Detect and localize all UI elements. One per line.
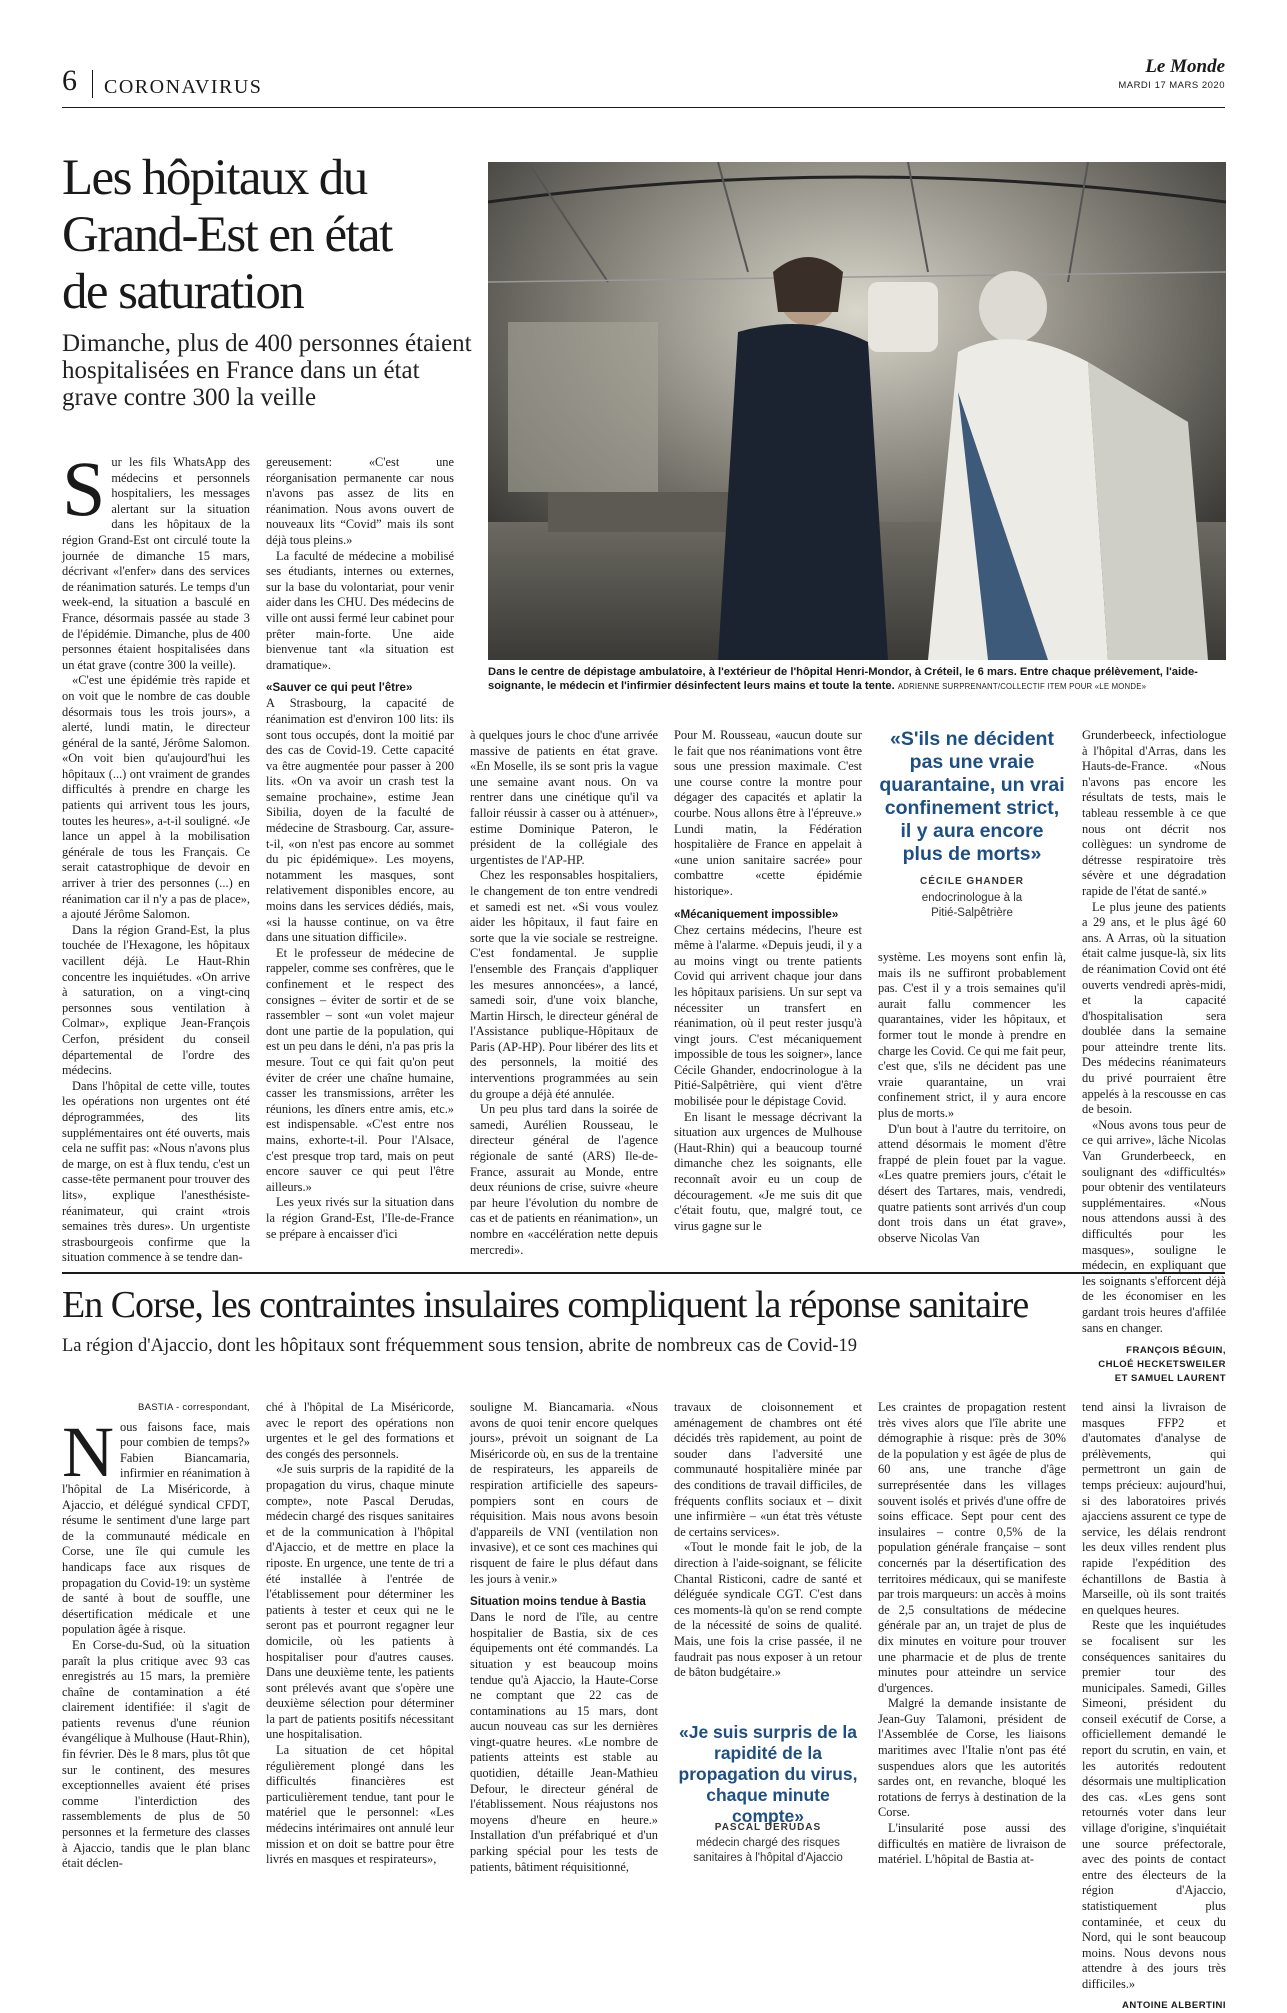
article1-column-5 (878, 950, 1066, 1246)
paragraph: Pour M. Rousseau, «aucun doute sur le fait que nos réanimations vont être sous une pression maximale. C'est une course contre la montre pour dégager des capacités et aplatir la courbe. Nous allons être à l'épreuve.» Lundi matin, la Fédération hospitalière de France en appelait à «une union sanitaire sacrée» pour combattre «cette épidémie historique». (674, 728, 862, 898)
paragraph: «Je suis surpris de la rapidité de la propagation du virus, chaque minute compte», note Pascal Derudas, médecin chargé des risques sanitaires et de la communication à l'hôpital d'Ajaccio, et de mettre en place la riposte. En urgence, une tente de tri a été installée à l'entrée de l'établissement pour déterminer les patients à tester et ceux qui ne le seront pas et pourront regagner leur domicile, où les patients à hospitaliser pour d'autres causes. Dans une deuxième tente, les patients sont prélevés avant que s'opère une deuxième sélection pour déterminer la part de patients positifs nécessitant une hospitalisation. (266, 1462, 454, 1742)
pullquote-name: PASCAL DERUDAS (714, 1822, 822, 1833)
header-divider (92, 70, 93, 98)
dropcap: N (62, 1411, 114, 1492)
page-number: 6 (62, 64, 77, 97)
headline-line: Grand-Est en état (62, 207, 392, 263)
author-line: FRANÇOIS BÉGUIN, (1126, 1345, 1226, 1357)
paragraph: Reste que les inquiétudes se focalisent sur les conséquences sanitaires du premier tour des municipales. Samedi, Gilles Simeoni, président du conseil exécutif de Corse, a officiellement demandé le report du scrutin, en vain, et les autorités redoutent désormais une multiplication des cas. «Les gens sont retournés voter dans leur village d'origine, s'inquiétait une source préfectorale, avec des points de contact entre des électeurs de la région d'Ajaccio, statistiquement plus contaminée, et ceux du Nord, qui le sont beaucoup moins. Nous devons nous attendre à des jours très difficiles.» (1082, 1618, 1226, 1991)
paragraph: D'un bout à l'autre du territoire, on attend désormais le moment d'être frappé de plein fouet par la vague. «Les quatre premiers jours, c'était le désert des Tartares, mais, vendredi, quatre patients sont arrivés d'un coup dont trois dans un état grave», observe Nicolas Van (878, 1121, 1066, 1245)
article1-headline (62, 150, 482, 321)
article1-column-2 (266, 455, 454, 1242)
headline-line: de saturation (62, 264, 304, 320)
section-label: CORONAVIRUS (104, 76, 263, 98)
author-line: CHLOÉ HECKETSWEILER (1098, 1359, 1226, 1371)
article2-column-5 (878, 1400, 1066, 1868)
paragraph: Chez certains médecins, l'heure est même à l'alarme. «Depuis jeudi, il y a au moins vingt ou trente patients Covid qui arrivent chaque jour dans les hôpitaux parisiens. Un sur sept va nécessiter un transfert en réanimation, où il peut rester jusqu'à vingt jours. C'est mécaniquement impossible de tous les soigner», lance Cécile Ghander, endocrinologue à la Pitié-Salpêtrière, qui vient d'être mobilisée pour le dépistage Covid. (674, 922, 862, 1109)
paragraph: Les craintes de propagation restent très vives alors que l'île abrite une démographie à risque: près de 30% de la population y est âgée de plus de 60 ans, une tranche d'âge surreprésentée dans les villages souvent isolés et privés d'une offre de soins efficace. Sept pour cent des insulaires – contre 0,5% de la population générale française – sont concernés par la désertification des territoires médicaux, qui se manifeste par trois marqueurs: un accès à moins de 2,5 consultations de médecine générale par an, un trajet de plus de dix minutes en voiture pour trouver une pharmacie et de plus de trente minutes pour atteindre un service d'urgences. (878, 1400, 1066, 1695)
photo-caption (488, 665, 1226, 694)
paragraph: gereusement: «C'est une réorganisation permanente car nous n'avons pas assez de lits en réanimation. Nous avons ouvert de nouveaux lits “Covid” mais ils sont déjà tous pleins.» (266, 455, 454, 547)
paragraph: A Strasbourg, la capacité de réanimation est d'environ 100 lits: ils sont tous occupés, dont la moitié par des cas de Covid-19. Cette capacité va être augmentée pour passer à 200 lits. «On va avoir un crash test la semaine prochaine», estime Jean Sibilia, doyen de la faculté de médecine de Strasbourg. Car, assure-t-il, «on n'est pas encore au sommet du pic épidémique». Les moyens, notamment les masques, sont relativement disponibles encore, au moins dans les services dédiés, mais, «si la hausse continue, on va être dans une situation difficile». (266, 696, 454, 945)
paragraph: Dans la région Grand-Est, la plus touchée de l'Hexagone, les hôpitaux vacillent déjà. Le Haut-Rhin concentre les inquiétudes. «On arrive à saturation, on a vingt-cinq personnes sous ventilation à Colmar», explique Jean-François Cerfon, président du conseil départemental de l'ordre des médecins. (62, 922, 250, 1078)
dropcap: S (62, 445, 106, 532)
article2-column-4 (674, 1400, 862, 1681)
article2-standfirst: La région d'Ajaccio, dont les hôpitaux sont fréquemment sous tension, abrite de nombreux cas de Covid-19 (62, 1336, 858, 1356)
dateline: BASTIA - correspondant, (138, 1402, 250, 1413)
paragraph: «C'est une épidémie très rapide et on voit que le nombre de cas double désormais tous les trois jours», a alerté, lundi matin, le directeur général de la santé, Jérôme Salomon. «On voit bien qu'aujourd'hui les hôpitaux (...) ont vraiment de grandes difficultés à prendre en charge les patients qui arrivent tous les jours, toutes les heures», a-t-il souligné. «Je lance un appel à la mobilisation générale de tous les Français. Ce serait catastrophique de devoir en arriver à trier des personnes (...) en réanimation car il n'y a pas de place», a ajouté Jérôme Salomon. (62, 673, 250, 922)
article1-standfirst: Dimanche, plus de 400 personnes étaient hospitalisées en France dans un état grave contre 300 la veille (62, 330, 472, 411)
hospital-photo (488, 162, 1226, 660)
pullquote-role: endocrinologue à la Pitié-Salpêtrière (921, 892, 1023, 919)
paragraph: à quelques jours le choc d'une arrivée massive de patients en état grave. «En Moselle, ils se sont pris la vague une semaine avant nous. On va rentrer dans une cinétique qu'il va falloir réussir à casser ou à atténuer», estime Dominique Pateron, le président de la collégiale des urgentistes de l'AP-HP. (470, 728, 658, 867)
author-line: ET SAMUEL LAURENT (1114, 1373, 1226, 1385)
paragraph: Dans l'hôpital de cette ville, toutes les opérations non urgentes ont été déprogrammées, des lits supplémentaires ont été ouverts, mais cela ne suffit pas: «Nous n'avons plus de marge, on est à flux tendu, c'est un casse-tête permanent pour trouver des lits», explique l'anesthésiste-réanimateur, qui craint «trois semaines très dures». Un urgentiste strasbourgeois confirme que la situation commence à se tendre dan- (62, 1078, 250, 1265)
paragraph: tend ainsi la livraison de masques FFP2 et d'automates d'analyse de prélèvements, qui permettront un gain de temps précieux: aujourd'hui, si des laboratoires privés ajacciens assurent ce type de service, les délais rendront les deux villes rendent plus rapide l'expédition des échantillons de Bastia à Marseille, où ils sont traités en quelques heures. (1082, 1400, 1226, 1617)
article2-column-1 (62, 1400, 250, 1872)
paragraph: Malgré la demande insistante de Jean-Guy Talamoni, président de l'Assemblée de Corse, les liaisons maritimes avec l'Italie n'ont pas été suspendues alors que les autorités sardes ont, en revanche, bloqué les rotations de ferrys à destination de la Corse. (878, 1696, 1066, 1820)
paragraph: Chez les responsables hospitaliers, le changement de ton entre vendredi et samedi est net. «Si vous voulez aider les hôpitaux, il faut faire en sorte que la vie sociale se restreigne. C'est fondamental. Je supplie l'ensemble des Français d'appliquer les mesures annoncées», a lancé, samedi soir, d'une voix blanche, Martin Hirsch, le directeur général de l'Assistance publique-Hôpitaux de Paris (AP-HP). Pour libérer des lits et des personnels, la moitié des interventions programmées au sein du groupe a déjà été annulée. (470, 868, 658, 1101)
caption-text: Dans le centre de dépistage ambulatoire, à l'extérieur de l'hôpital Henri-Mondor, à Créteil, le 6 mars. Entre chaque prélèvement, l'aide-soignante, le médecin et l'infirmier désinfectent leurs mains et toute la tente. (488, 666, 1198, 692)
article1-column-3 (470, 728, 658, 1258)
article2-column-3 (470, 1400, 658, 1875)
article1-column-1 (62, 445, 250, 1266)
paragraph: souligne M. Biancamaria. «Nous avons de quoi tenir encore quelques jours», prévoit un soignant de La Miséricorde où, en sus de la trentaine de respirateurs, les appareils de respiration artificielle des sapeurs-pompiers sont en cours de réquisition. Mais nous avons besoin d'appareils de VNI (ventilation non invasive), et ce sont ces machines qui risquent de faire le plus défaut dans les jours à venir.» (470, 1400, 658, 1586)
paragraph: Un peu plus tard dans la soirée de samedi, Aurélien Rousseau, le directeur général de l'agence régionale de santé (ARS) Ile-de-France, assurait au Monde, entre deux réunions de crise, suivre «heure par heure l'évolution du nombre de cas et de patients en réanimation», un nombre en «accélération nette depuis mercredi». (470, 1102, 658, 1257)
article2-headline: En Corse, les contraintes insulaires compliquent la réponse sanitaire (62, 1284, 1029, 1326)
paragraph: Dans le nord de l'île, au centre hospitalier de Bastia, six de ces équipements ont été commandés. La situation y est beaucoup moins tendue qu'à Ajaccio, la Haute-Corse ne comptant que 22 cas de contaminations au 15 mars, dont aucun nouveau cas sur les dernières vingt-quatre heures. «Le nombre de patients atteints est stable au quotidien, détaille Jean-Mathieu Defour, le directeur général de l'établissement. Nous réajustons nos moyens d'heure en heure.» Installation d'un préfabriqué et d'un parking spécial pour les tests de patients, bâtiment réquisitionné, (470, 1610, 658, 1874)
paragraph: ous faisons face, mais pour combien de temps?» Fabien Biancamaria, infirmier en réanimation à l'hôpital de La Miséricorde, à Ajaccio, et délégué syndical CFDT, résume le sentiment d'une large part de la communauté médicale en Corse, une île qui cumule les handicaps face aux risques de propagation du Covid-19: un système de santé à bout de souffle, une désertification médicale et une population âgée à risque. (62, 1419, 250, 1637)
article2-column-6 (1082, 1400, 1226, 2013)
subheading: «Sauver ce qui peut l'être» (266, 681, 413, 695)
subheading: «Mécaniquement impossible» (674, 907, 839, 921)
article1-column-4 (674, 728, 862, 1234)
paragraph: Les yeux rivés sur la situation dans la région Grand-Est, l'Ile-de-France se prépare à encaisser d'ici (266, 1195, 454, 1241)
paragraph: ur les fils WhatsApp des médecins et personnels hospitaliers, les messages alertant sur la situation dans les hôpitaux de la région Grand-Est ont circulé toute la journée de dimanche 15 mars, décrivant «l'enfer» dans des services de réanimation saturés. Le temps d'un week-end, la situation a basculé en France, désormais passée au stade 3 de l'épidémie. Dimanche, plus de 400 personnes étaient hospitalisées dans un état grave (contre 300 la veille). (62, 455, 250, 672)
author-signature: ANTOINE ALBERTINI (1121, 1999, 1226, 2011)
paragraph: L'insularité pose aussi des difficultés en matière de livraison de matériel. L'hôpital de Bastia at- (878, 1821, 1066, 1867)
paragraph: «Nous avons tous peur de ce qui arrive», lâche Nicolas Van Grunderbeeck, en soulignant des «difficultés» pour obtenir des ventilateurs supplémentaires. «Nous nous attendons aussi à des difficultés pour les masques», souligne le médecin, en expliquant que les soignants s'efforcent déjà de les économiser en les gardant trois heures d'affilée sans en changer. (1082, 1117, 1226, 1335)
paragraph: Grunderbeeck, infectiologue à l'hôpital d'Arras, dans les Hauts-de-France. «Nous n'avons pas encore les résultats de tests, mais le tableau ressemble à ce que nous ont décrit nos collègues: un syndrome de détresse respiratoire très sévère et une dégradation rapide de l'état de santé.» (1082, 728, 1226, 898)
header-rule (62, 107, 1225, 108)
paragraph: travaux de cloisonnement et aménagement de chambres ont été décidés très rapidement, au point de souder dans l'adversité une communauté hospitalière minée par des conditions de travail difficiles, de fréquents conflits sociaux et – dixit une infirmière – «un état très vétuste de certains services». (674, 1400, 862, 1539)
paragraph: Et le professeur de médecine de rappeler, comme ses confrères, que le confinement et le respect des consignes – éviter de sortir et de se rassembler – sont «un volet majeur dont une partie de la population, qui est un peu dans le déni, n'a pas pris la mesure. Tout ce qui fait qu'on peut éviter de créer une chaîne humaine, casser les transmissions, arrêter les réunions, les dîners entre amis, etc.» est indispensable. «C'est entre nos mains, exhorte-t-il. Pour l'Alsace, c'est presque trop tard, mais on peut encore sauver ce qui peut l'être ailleurs.» (266, 945, 454, 1194)
paragraph: système. Les moyens sont enfin là, mais ils ne suffiront probablement pas. C'est il y a trois semaines qu'il aurait fallu commencer les quarantaines, vider les hôpitaux, et former tout le monde à prendre en charge les Covid. Ce qui me fait peur, c'est que, s'ils ne décident pas une vraie quarantaine, un vrai confinement strict, il y aura encore plus de morts.» (878, 950, 1066, 1120)
issue-date: MARDI 17 MARS 2020 (1118, 80, 1225, 91)
subheading: Situation moins tendue à Bastia (470, 1595, 646, 1609)
article2-pullquote: «Je suis surpris de la rapidité de la propagation du virus, chaque minute compte» (678, 1722, 858, 1826)
article1-pullquote: «S'ils ne décident pas une vraie quarantaine, un vrai confinement strict, il y aura encore plus de morts» (879, 728, 1065, 865)
photo-credit: ADRIENNE SURPRENANT/COLLECTIF ITEM POUR «LE MONDE» (897, 682, 1147, 691)
paragraph: En lisant le message décrivant la situation aux urgences de Mulhouse (Haut-Rhin) qui a beaucoup tourné dimanche chez les soignants, elle reconnaît avoir eu un coup de découragement. «Je me suis dit que c'était foutu, que, malgré tout, ce virus gagne sur le (674, 1109, 862, 1233)
paragraph: «Tout le monde fait le job, de la direction à l'aide-soignant, se félicite Chantal Risticoni, cadre de santé et déléguée syndicale CGT. C'est dans ces moments-là qu'on se rend compte de la nécessité de soins de qualité. Mais, une fois la crise passée, il ne faudrait pas nous exposer à un retour de bâton budgétaire.» (674, 1540, 862, 1680)
paragraph: Le plus jeune des patients a 29 ans, et le plus âgé 60 ans. A Arras, où la situation était calme jusque-là, six lits de réanimation Covid ont été ouverts vendredi après-midi, et la capacité d'hospitalisation sera doublée dans la semaine pour atteindre trente lits. Des médecins réanimateurs du privé pourraient être appelés à la rescousse en cas de besoin. (1082, 899, 1226, 1117)
article-divider (62, 1272, 1225, 1274)
newspaper-logo: Le Monde (1145, 56, 1225, 77)
paragraph: ché à l'hôpital de La Miséricorde, avec le report des opérations non urgentes et le gel des formations et des congés des personnels. (266, 1400, 454, 1461)
paragraph: La situation de cet hôpital régulièrement plongé dans les difficultés financières est particulièrement tendue, tant pour le matériel que le personnel: «Les médecins intérimaires ont annulé leur mission et on doit se battre pour être livrés en masques et respirateurs», (266, 1743, 454, 1867)
pullquote-role: médecin chargé des risques sanitaires à l'hôpital d'Ajaccio (693, 1837, 843, 1864)
article2-column-2 (266, 1400, 454, 1868)
paragraph: La faculté de médecine a mobilisé ses étudiants, internes ou externes, sur la base du volontariat, pour venir aider dans les CHU. Des médecins de ville ont aussi fermé leur cabinet pour prêter main-forte. Une aide bienvenue tant «la situation est dramatique». (266, 548, 454, 672)
paragraph: En Corse-du-Sud, où la situation paraît la plus critique avec 93 cas enregistrés au 15 mars, la première chaîne de contamination a été clairement identifiée: il s'agit de patients revenus d'une réunion évangélique à Mulhouse (Haut-Rhin), fin février. Dès le 8 mars, plus tôt que sur le continent, des mesures exceptionnelles avaient été prises comme l'interdiction des rassemblements de plus de 50 personnes et la fermeture des classes à Ajaccio, tandis que le plan blanc était déclen- (62, 1637, 250, 1871)
pullquote-name: CÉCILE GHANDER (919, 876, 1024, 887)
headline-line: Les hôpitaux du (62, 150, 367, 206)
